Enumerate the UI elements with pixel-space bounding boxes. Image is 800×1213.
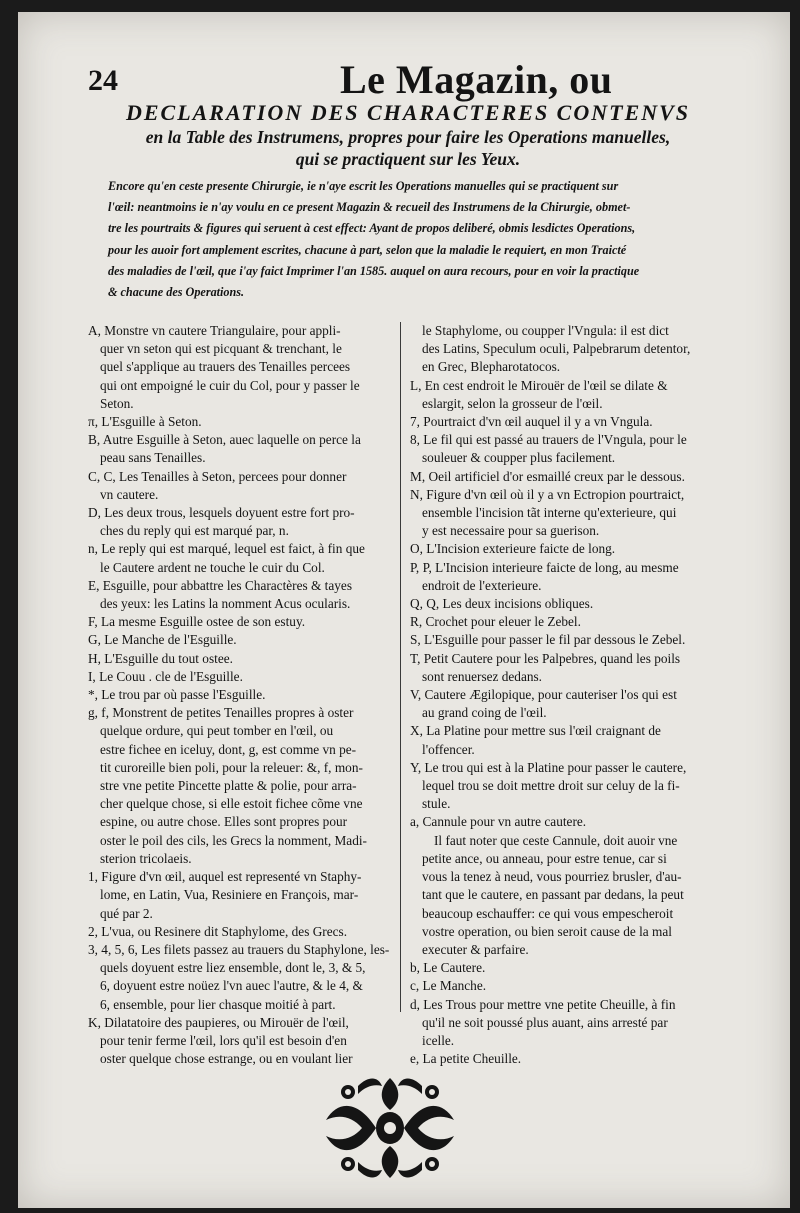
entry-line: souleuer & coupper plus facilement. — [422, 450, 616, 466]
printers-ornament — [318, 1070, 463, 1185]
intro-line: tre les pourtraits & figures qui seruent à cest effect: Ayant de propos deliberé, obmis lesdictes Operations, — [108, 221, 636, 236]
entry-line: au grand coing de l'œil. — [422, 705, 547, 721]
entry-line: en Grec, Blepharotatocos. — [422, 359, 561, 375]
entry-line: petite ance, ou anneau, pour estre tenue, car si — [422, 850, 667, 866]
entry-line: 1, Figure d'vn œil, auquel est representé vn Staphy- — [88, 869, 362, 885]
entry-line: stre vne petite Pincette platte & polie, pour arra- — [100, 778, 357, 794]
running-title: Le Magazin, ou — [340, 57, 613, 102]
entry-line: des Latins, Speculum oculi, Palpebrarum detentor, — [422, 341, 691, 357]
entry-line: stule. — [422, 796, 451, 812]
entry-line: ches du reply qui est marqué par, n. — [100, 523, 289, 539]
entry-line: quels doyuent estre liez ensemble, dont le, 3, & 5, — [100, 960, 366, 976]
entry-line: M, Oeil artificiel d'or esmaillé creux par le dessous. — [410, 468, 685, 484]
entry-line: pour tenir ferme l'œil, lors qu'il est besoin d'en — [100, 1032, 347, 1048]
section-heading — [88, 100, 728, 170]
heading-line-1: DECLARATION DES CHARACTERES CONTENVS — [125, 100, 691, 125]
entry-line: P, P, L'Incision interieure faicte de long, au mesme — [410, 559, 679, 575]
intro-line: Encore qu'en ceste presente Chirurgie, ie n'aye escrit les Operations manuelles qui se practiquent sur — [108, 179, 619, 193]
entry-line: le Cautere ardent ne touche le cuir du Col. — [100, 559, 325, 575]
entry-line: qu'il ne soit poussé plus auant, ains arresté par — [422, 1014, 668, 1030]
intro-line: l'œil: neantmoins ie n'ay voulu en ce present Magazin & recueil des Instrumens de la Chirurgie, obmet- — [108, 200, 631, 215]
entry-line: G, Le Manche de l'Esguille. — [88, 632, 237, 648]
entry-line: C, C, Les Tenailles à Seton, percees pour donner — [88, 468, 347, 484]
entry-line: n, Le reply qui est marqué, lequel est faict, à fin que — [88, 541, 365, 557]
entry-line: lome, en Latin, Vua, Resiniere en François, mar- — [100, 887, 359, 903]
heading-line-2: en la Table des Instrumens, propres pour faire les Operations manuelles, — [145, 127, 671, 147]
entry-line: D, Les deux trous, lesquels doyuent estre fort pro- — [88, 505, 355, 521]
entry-line: sterion tricolaeis. — [100, 850, 192, 866]
entry-line: 6, ensemble, pour lier chasque moitié à part. — [100, 996, 336, 1012]
entry-line: g, f, Monstrent de petites Tenailles propres à oster — [88, 705, 354, 721]
entry-line: icelle. — [422, 1032, 455, 1048]
entry-line: cher quelque chose, si elle estoit fichee cõme vne — [100, 796, 363, 812]
entry-line: 2, L'vua, ou Resinere dit Staphylome, des Grecs. — [88, 923, 348, 939]
right-column — [410, 322, 728, 1068]
entry-line: E, Esguille, pour abbattre les Charactères & tayes — [88, 577, 352, 593]
entry-line: oster quelque chose estrange, ou en voulant lier — [100, 1051, 353, 1067]
entry-line: Q, Q, Les deux incisions obliques. — [410, 596, 594, 612]
entry-line: quel s'applique au trauers des Tenailles percees — [100, 359, 351, 375]
entry-line: beaucoup eschauffer: ce qui vous empescheroit — [422, 905, 674, 921]
entry-line: e, La petite Cheuille. — [410, 1051, 522, 1067]
entry-line: N, Figure d'vn œil où il y a vn Ectropion pourtraict, — [410, 486, 685, 502]
entry-line: π, L'Esguille à Seton. — [88, 414, 202, 430]
entry-line: vn cautere. — [100, 486, 159, 502]
entry-line: d, Les Trous pour mettre vne petite Cheuille, à fin — [410, 996, 676, 1012]
entry-line: Y, Le trou qui est à la Platine pour passer le cautere, — [410, 759, 687, 775]
entry-line: ensemble l'incision tãt interne qu'exterieure, qui — [422, 505, 677, 521]
entry-line: F, La mesme Esguille ostee de son estuy. — [88, 614, 306, 630]
entry-line: a, Cannule pour vn autre cautere. — [410, 814, 587, 830]
intro-line: des maladies de l'œil, que i'ay faict Imprimer l'an 1585. auquel on aura recours, pour en voir la practique — [108, 263, 640, 278]
entry-line: c, Le Manche. — [410, 978, 487, 994]
entry-line: tant que le cautere, en passant par dedans, la peut — [422, 887, 684, 903]
intro-line: & chacune des Operations. — [108, 285, 245, 300]
entry-line: y est necessaire pour sa guerison. — [422, 523, 600, 539]
page-number: 24 — [88, 64, 118, 97]
entry-line: 3, 4, 5, 6, Les filets passez au trauers du Staphylone, les- — [88, 941, 390, 957]
entry-line: endroit de l'exterieure. — [422, 577, 542, 593]
intro-line: pour les auoir fort amplement escrites, chacune à part, selon que la maladie le requiert, en mon Traicté — [108, 242, 627, 257]
entry-line: oster le poil des cils, les Grecs la nomment, Madi- — [100, 832, 367, 848]
entry-line: 7, Pourtraict d'vn œil auquel il y a vn Vngula. — [410, 414, 653, 430]
entry-line: S, L'Esguille pour passer le fil par dessous le Zebel. — [410, 632, 686, 648]
entry-line: espine, ou autre chose. Elles sont propres pour — [100, 814, 348, 830]
entry-line: b, Le Cautere. — [410, 960, 486, 976]
entry-line: sont renuersez dedans. — [422, 668, 542, 684]
entry-line: peau sans Tenailles. — [100, 450, 206, 466]
entry-line: 6, doyuent estre noüez l'vn auec l'autre, & le 4, & — [100, 978, 363, 994]
entry-line: vous la tenez à neud, vous pourriez brusler, d'au- — [422, 869, 682, 885]
entry-line: tit curoreille bien poli, pour la releuer: &, f, mon- — [100, 759, 363, 775]
entry-line: O, L'Incision exterieure faicte de long. — [410, 541, 616, 557]
left-column — [88, 322, 408, 1068]
entry-line: eslargit, selon la grosseur de l'œil. — [422, 395, 603, 411]
entry-line: H, L'Esguille du tout ostee. — [88, 650, 233, 666]
entry-line: qué par 2. — [100, 905, 153, 921]
entry-line: qui ont empoigné le cuir du Col, pour y passer le — [100, 377, 360, 393]
entry-line: lequel trou se doit mettre droit sur celuy de la fi- — [422, 778, 680, 794]
entry-line: I, Le Couu . cle de l'Esguille. — [88, 668, 243, 684]
entry-line: L, En cest endroit le Mirouër de l'œil se dilate & — [410, 377, 668, 393]
column-divider — [400, 322, 401, 1012]
entry-line: Il faut noter que ceste Cannule, doit auoir vne — [434, 832, 678, 848]
entry-line: *, Le trou par où passe l'Esguille. — [88, 687, 266, 703]
entry-line: T, Petit Cautere pour les Palpebres, quand les poils — [410, 650, 681, 666]
entry-line: executer & parfaire. — [422, 941, 529, 957]
entry-line: le Staphylome, ou coupper l'Vngula: il est dict — [422, 323, 669, 338]
entry-line: quer vn seton qui est picquant & trenchant, le — [100, 341, 342, 357]
entry-line: estre fichee en iceluy, dont, g, est comme vn pe- — [100, 741, 357, 757]
entry-line: K, Dilatatoire des paupieres, ou Mirouër de l'œil, — [88, 1014, 349, 1030]
entry-line: X, La Platine pour mettre sus l'œil craignant de — [410, 723, 661, 739]
entry-line: des yeux: les Latins la nomment Acus ocularis. — [100, 596, 351, 612]
heading-line-3: qui se practiquent sur les Yeux. — [295, 149, 521, 169]
entry-line: B, Autre Esguille à Seton, auec laquelle on perce la — [88, 432, 361, 448]
entry-line: quelque ordure, qui peut tomber en l'œil, ou — [100, 723, 334, 739]
entry-line: vostre operation, ou bien seroit cause de la mal — [422, 923, 672, 939]
entry-line: R, Crochet pour eleuer le Zebel. — [410, 614, 581, 630]
entry-line: l'offencer. — [422, 741, 475, 757]
entry-line: 8, Le fil qui est passé au trauers de l'Vngula, pour le — [410, 432, 687, 448]
entry-line: V, Cautere Ægilopique, pour cauteriser l'os qui est — [410, 687, 677, 703]
entry-line: Seton. — [100, 395, 134, 411]
entry-line: A, Monstre vn cautere Triangulaire, pour appli- — [88, 323, 341, 338]
intro-paragraph — [108, 176, 723, 303]
